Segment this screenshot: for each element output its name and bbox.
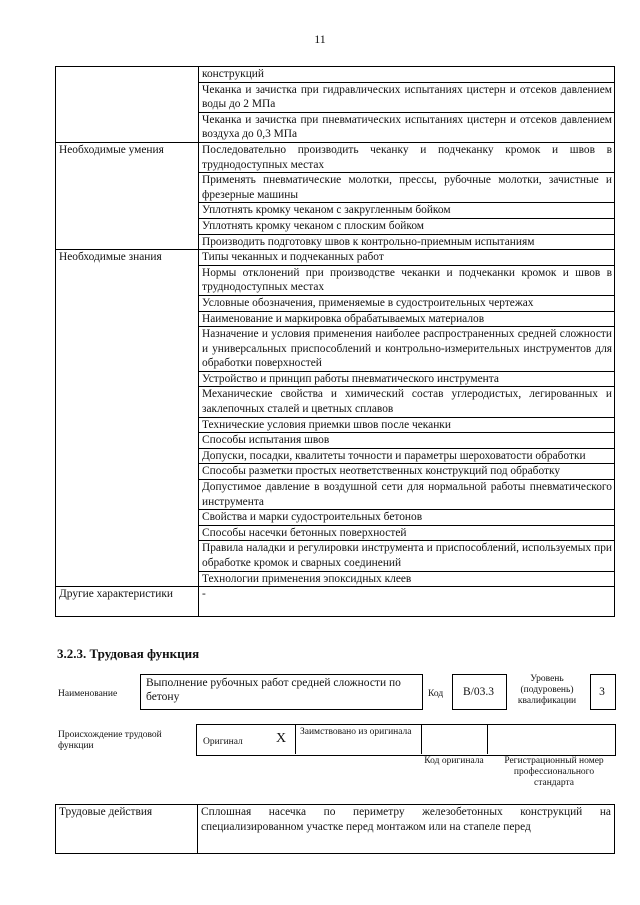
original-label: Оригинал — [203, 737, 243, 747]
row-item: Допуски, посадки, квалитеты точности и параметры шероховатости обработки — [199, 448, 615, 464]
name-label: Наименование — [58, 689, 118, 699]
row-item: Назначение и условия применения наиболее распространенных средней сложности и универсальных приспособлений и контрольно-измерительных инструментов для обработки поверхностей — [199, 327, 615, 372]
competency-table — [55, 66, 615, 617]
page-number: 11 — [314, 32, 326, 46]
level-label: Уровень (подуровень) квалификации — [517, 674, 577, 706]
code-label: Код — [428, 689, 444, 699]
actions-table — [55, 804, 615, 854]
row-item: Чеканка и зачистка при пневматических испытаниях цистерн и отсеков давлением воздуха до 0,3 МПа — [199, 112, 615, 142]
code-original-caption: Код оригинала — [424, 756, 484, 766]
row-item: Правила наладки и регулировки инструмента и приспособлений, используемых при обработке кромок и сварных соединений — [199, 541, 615, 571]
row-item: Допустимое давление в воздушной сети для нормальной работы пневматического инструмента — [199, 480, 615, 510]
row-item: Применять пневматические молотки, прессы, рубочные молотки, зачистные и фрезерные машины — [199, 173, 615, 203]
row-item: Наименование и маркировка обрабатываемых материалов — [199, 311, 615, 327]
row-item: Технологии применения эпоксидных клеев — [199, 571, 615, 587]
table-row — [56, 250, 615, 266]
row-item: Производить подготовку швов к контрольно-приемным испытаниям — [199, 234, 615, 250]
row-item: конструкций — [199, 67, 615, 83]
origin-label: Происхождение трудовой функции — [58, 730, 162, 751]
original-mark: X — [276, 731, 287, 746]
row-item: Способы насечки бетонных поверхностей — [199, 525, 615, 541]
table-row — [56, 67, 615, 83]
name-value: Выполнение рубочных работ средней сложности по бетону — [146, 677, 401, 703]
row-label: Необходимые умения — [56, 142, 199, 249]
table-row — [56, 587, 615, 617]
row-item: Способы разметки простых неответственных конструкций под обработку — [199, 464, 615, 480]
row-item: Уплотнять кромку чеканом с плоским бойком — [199, 218, 615, 234]
row-item: Механические свойства и химический состав углеродистых, легированных и заклепочных сталей и цветных сплавов — [199, 387, 615, 417]
row-item: Способы испытания швов — [199, 433, 615, 449]
row-item: Типы чеканных и подчеканных работ — [199, 250, 615, 266]
row-item: Чеканка и зачистка при гидравлических испытаниях цистерн и отсеков давлением воды до 2 МПа — [199, 82, 615, 112]
reg-number-caption: Регистрационный номер профессионального стандарта — [504, 756, 604, 788]
borrowed-label: Заимствовано из оригинала — [300, 727, 412, 737]
row-label: Другие характеристики — [56, 587, 199, 617]
level-value: 3 — [599, 686, 605, 698]
table-row — [56, 142, 615, 172]
actions-label: Трудовые действия — [56, 805, 198, 854]
row-item: Нормы отклонений при производстве чеканки и подчеканки кромок и швов в труднодоступных местах — [199, 265, 615, 295]
section-title: 3.2.3. Трудовая функция — [57, 646, 200, 661]
row-item: Устройство и принцип работы пневматического инструмента — [199, 371, 615, 387]
row-item: Условные обозначения, применяемые в судостроительных чертежах — [199, 295, 615, 311]
row-label — [56, 67, 199, 143]
code-value: B/03.3 — [463, 686, 494, 698]
row-item: Последовательно производить чеканку и подчеканку кромок и швов в труднодоступных местах — [199, 142, 615, 172]
row-label: Необходимые знания — [56, 250, 199, 587]
row-item: Свойства и марки судостроительных бетонов — [199, 510, 615, 526]
row-item: Технические условия приемки швов после чеканки — [199, 417, 615, 433]
row-item: - — [199, 587, 615, 617]
actions-text: Сплошная насечка по периметру железобетонных конструкций на специализированном участке перед монтажом или на стапеле перед — [198, 805, 615, 854]
row-item: Уплотнять кромку чеканом с закругленным бойком — [199, 203, 615, 219]
